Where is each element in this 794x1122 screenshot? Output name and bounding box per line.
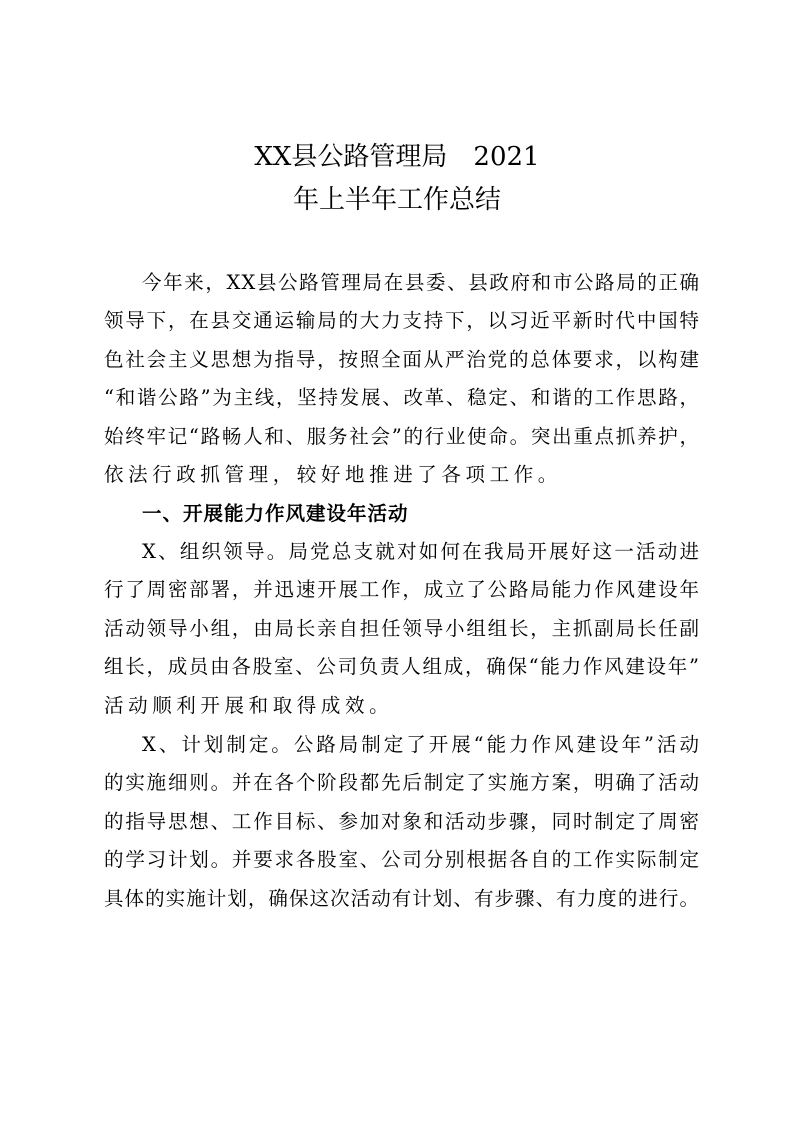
- text-line: “和谐公路”为主线，坚持发展、改革、稳定、和谐的工作思路，: [104, 386, 700, 409]
- text-line: 行了周密部署，并迅速开展工作，成立了公路局能力作风建设年: [104, 578, 700, 601]
- section-heading: 一、开展能力作风建设年活动: [142, 502, 409, 525]
- text-line: 的实施细则。并在各个阶段都先后制定了实施方案，明确了活动: [104, 771, 700, 794]
- text-line: 组长，成员由各股室、公司负责人组成，确保“能力作风建设年”: [104, 655, 700, 678]
- text-line: 活动顺利开展和取得成效。: [104, 694, 394, 717]
- text-line: 依法行政抓管理，较好地推进了各项工作。: [104, 463, 562, 486]
- text-line: X、组织领导。局党总支就对如何在我局开展好这一活动进: [142, 540, 700, 563]
- text-line: 领导下，在县交通运输局的大力支持下，以习近平新时代中国特: [104, 309, 700, 332]
- text-line: 的指导思想、工作目标、参加对象和活动步骤，同时制定了周密: [104, 810, 700, 833]
- text-line: 活动领导小组，由局长亲自担任领导小组组长，主抓副局长任副: [104, 617, 700, 640]
- text-line: 始终牢记“路畅人和、服务社会”的行业使命。突出重点抓养护，: [104, 425, 700, 448]
- text-line: 具体的实施计划，确保这次活动有计划、有步骤、有力度的进行。: [104, 887, 700, 910]
- text-line: 色社会主义思想为指导，按照全面从严治党的总体要求，以构建: [104, 348, 700, 371]
- document-title-line-1: XX县公路管理局 2021: [254, 142, 540, 172]
- text-line: 的学习计划。并要求各股室、公司分别根据各自的工作实际制定: [104, 848, 700, 871]
- text-line: 今年来，XX县公路管理局在县委、县政府和市公路局的正确: [142, 271, 700, 294]
- text-line: X、计划制定。公路局制定了开展“能力作风建设年”活动: [142, 733, 700, 756]
- document-title-line-2: 年上半年工作总结: [292, 185, 501, 215]
